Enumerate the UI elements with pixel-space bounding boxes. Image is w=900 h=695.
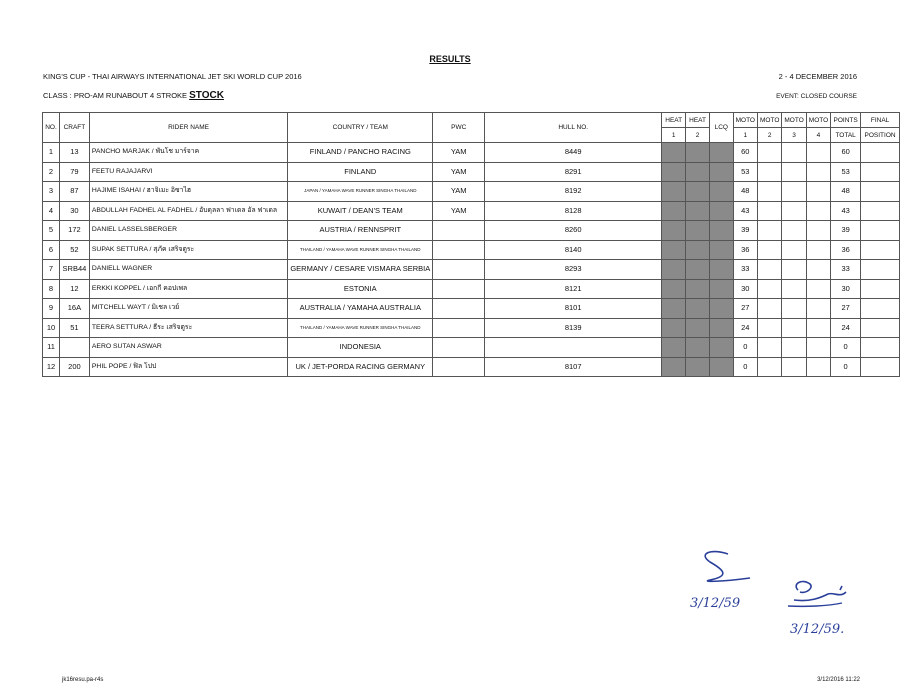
row-pwc [433,318,485,338]
signature-date-1: 3/12/59 [690,596,741,611]
row-total: 33 [831,260,861,280]
row-moto-2 [758,260,782,280]
table-row [43,221,900,241]
col-craft: CRAFT [59,113,89,143]
col-moto-3: MOTO [782,113,806,128]
row-lcq [709,182,733,202]
row-no: 5 [43,221,60,241]
row-moto-1: 48 [733,182,757,202]
row-no: 4 [43,201,60,221]
row-lcq [709,201,733,221]
row-moto-4 [806,318,830,338]
col-moto-1: MOTO [733,113,757,128]
row-moto-2 [758,182,782,202]
row-moto-3 [782,182,806,202]
row-moto-2 [758,279,782,299]
row-rider: ABDULLAH FADHEL AL FADHEL / อับดุลลา ฟาเดล อัล ฟาเดล [89,201,287,221]
row-moto-3 [782,240,806,260]
row-country: THAILAND / YAMAHA WAVE RUNNER SINGHA THAILAND [288,318,433,338]
row-heat-1 [662,260,686,280]
table-row [43,260,900,280]
row-lcq [709,299,733,319]
row-heat-2 [686,201,710,221]
row-heat-2 [686,221,710,241]
signature-2 [794,582,846,601]
row-moto-1: 39 [733,221,757,241]
row-final-position [861,201,900,221]
event-name: KING'S CUP - THAI AIRWAYS INTERNATIONAL JET SKI WORLD CUP 2016 [43,72,302,81]
row-hull: 8128 [485,201,662,221]
row-lcq [709,357,733,377]
row-heat-2 [686,338,710,358]
row-moto-1: 36 [733,240,757,260]
col-lcq: LCQ [709,113,733,143]
row-craft: 51 [59,318,89,338]
row-moto-3 [782,143,806,163]
row-hull: 8101 [485,299,662,319]
row-heat-2 [686,279,710,299]
row-hull: 8192 [485,182,662,202]
row-craft: SRB44 [59,260,89,280]
row-moto-4 [806,357,830,377]
row-heat-2 [686,162,710,182]
row-lcq [709,260,733,280]
row-moto-1: 33 [733,260,757,280]
signature-2-underline [788,603,842,606]
page-title: RESULTS [429,54,471,64]
row-pwc: YAM [433,201,485,221]
row-hull: 8121 [485,279,662,299]
row-lcq [709,338,733,358]
col-moto-2: MOTO [758,113,782,128]
row-craft: 87 [59,182,89,202]
row-total: 24 [831,318,861,338]
col-moto-4-num: 4 [806,128,830,143]
row-heat-2 [686,260,710,280]
results-table [42,112,900,377]
row-rider: MITCHELL WAYT / มิเชล เวย์ [89,299,287,319]
row-craft: 52 [59,240,89,260]
table-row [43,143,900,163]
col-moto-4: MOTO [806,113,830,128]
table-row [43,201,900,221]
table-row [43,299,900,319]
row-no: 7 [43,260,60,280]
row-moto-1: 60 [733,143,757,163]
row-hull: 8260 [485,221,662,241]
row-moto-2 [758,162,782,182]
row-hull: 8291 [485,162,662,182]
row-moto-3 [782,318,806,338]
row-country: AUSTRALIA / YAMAHA AUSTRALIA [288,299,433,319]
row-total: 39 [831,221,861,241]
row-rider: TEERA SETTURA / ธีระ เสริจตูระ [89,318,287,338]
row-craft: 16A [59,299,89,319]
row-moto-2 [758,318,782,338]
col-no: NO. [43,113,60,143]
row-no: 12 [43,357,60,377]
row-final-position [861,221,900,241]
row-craft: 79 [59,162,89,182]
row-pwc [433,240,485,260]
event-type: EVENT: CLOSED COURSE [776,93,857,100]
row-final-position [861,357,900,377]
row-total: 36 [831,240,861,260]
row-final-position [861,279,900,299]
row-pwc: YAM [433,162,485,182]
row-moto-3 [782,201,806,221]
row-moto-4 [806,279,830,299]
table-row [43,318,900,338]
row-lcq [709,240,733,260]
table-row [43,338,900,358]
row-heat-1 [662,357,686,377]
table-row [43,279,900,299]
row-moto-4 [806,162,830,182]
col-moto-2-num: 2 [758,128,782,143]
row-craft: 30 [59,201,89,221]
row-pwc [433,357,485,377]
row-heat-1 [662,279,686,299]
row-moto-3 [782,221,806,241]
row-moto-2 [758,201,782,221]
row-lcq [709,162,733,182]
row-total: 60 [831,143,861,163]
row-moto-3 [782,162,806,182]
row-moto-2 [758,143,782,163]
row-heat-1 [662,162,686,182]
row-moto-1: 27 [733,299,757,319]
row-moto-2 [758,299,782,319]
row-heat-1 [662,318,686,338]
row-no: 9 [43,299,60,319]
row-heat-1 [662,201,686,221]
col-total: TOTAL [831,128,861,143]
row-no: 6 [43,240,60,260]
row-pwc [433,338,485,358]
table-row [43,162,900,182]
row-total: 43 [831,201,861,221]
row-moto-4 [806,143,830,163]
row-moto-2 [758,338,782,358]
row-moto-1: 53 [733,162,757,182]
row-no: 3 [43,182,60,202]
table-row [43,357,900,377]
footer-filename: jk16resu.pa-r4s [62,677,104,683]
row-heat-2 [686,357,710,377]
row-moto-4 [806,338,830,358]
col-heat-1-num: 1 [662,128,686,143]
event-date: 2 - 4 DECEMBER 2016 [778,72,857,81]
row-rider: FEETU RAJAJARVI [89,162,287,182]
row-moto-4 [806,240,830,260]
row-craft: 172 [59,221,89,241]
row-lcq [709,318,733,338]
row-pwc [433,221,485,241]
row-pwc [433,279,485,299]
results-body [43,143,900,377]
row-heat-1 [662,182,686,202]
row-rider: ERKKI KOPPEL / เอกกี คอปเพล [89,279,287,299]
row-hull: 8449 [485,143,662,163]
row-heat-2 [686,240,710,260]
row-no: 1 [43,143,60,163]
signature-1 [705,552,750,582]
row-hull: 8107 [485,357,662,377]
row-country: UK / JET-PORDA RACING GERMANY [288,357,433,377]
signature-date-2: 3/12/59. [790,622,845,637]
row-no: 8 [43,279,60,299]
row-rider: PHIL POPE / ฟิล โปป [89,357,287,377]
row-country: AUSTRIA / RENNSPRIT [288,221,433,241]
row-moto-3 [782,279,806,299]
table-row [43,240,900,260]
row-moto-3 [782,260,806,280]
row-hull: 8293 [485,260,662,280]
row-heat-1 [662,221,686,241]
row-pwc: YAM [433,143,485,163]
row-heat-1 [662,240,686,260]
row-total: 48 [831,182,861,202]
col-hull: HULL NO. [485,113,662,143]
row-hull: 8139 [485,318,662,338]
row-moto-3 [782,338,806,358]
class-highlight: STOCK [189,90,224,101]
row-heat-1 [662,299,686,319]
row-moto-3 [782,357,806,377]
row-heat-2 [686,143,710,163]
row-moto-4 [806,201,830,221]
table-row [43,182,900,202]
row-heat-2 [686,182,710,202]
row-moto-2 [758,357,782,377]
row-country: INDONESIA [288,338,433,358]
row-total: 53 [831,162,861,182]
col-heat-1: HEAT [662,113,686,128]
row-heat-2 [686,299,710,319]
col-pwc: PWC [433,113,485,143]
row-pwc [433,299,485,319]
row-final-position [861,299,900,319]
col-moto-3-num: 3 [782,128,806,143]
col-country: COUNTRY / TEAM [288,113,433,143]
row-moto-4 [806,299,830,319]
col-final: FINAL [861,113,900,128]
row-lcq [709,279,733,299]
row-craft: 200 [59,357,89,377]
class-line [43,90,224,101]
row-total: 0 [831,357,861,377]
row-moto-1: 0 [733,338,757,358]
row-heat-1 [662,338,686,358]
row-country: ESTONIA [288,279,433,299]
row-final-position [861,318,900,338]
row-moto-1: 43 [733,201,757,221]
row-lcq [709,143,733,163]
row-rider: HAJIME ISAHAI / ฮาจิเมะ อิซาไฮ [89,182,287,202]
col-moto-1-num: 1 [733,128,757,143]
row-moto-1: 0 [733,357,757,377]
row-country: THAILAND / YAMAHA WAVE RUNNER SINGHA THAILAND [288,240,433,260]
row-final-position [861,260,900,280]
row-no: 11 [43,338,60,358]
row-country: JAPAN / YAMAHA WAVE RUNNER SINGHA THAILAND [288,182,433,202]
row-moto-2 [758,221,782,241]
row-craft: 12 [59,279,89,299]
col-heat-2: HEAT [686,113,710,128]
row-country: GERMANY / CESARE VISMARA SERBIA [288,260,433,280]
col-heat-2-num: 2 [686,128,710,143]
col-position: POSITION [861,128,900,143]
row-hull [485,338,662,358]
row-country: FINLAND [288,162,433,182]
row-final-position [861,338,900,358]
row-rider: DANIELL WAGNER [89,260,287,280]
row-moto-1: 30 [733,279,757,299]
row-no: 10 [43,318,60,338]
row-no: 2 [43,162,60,182]
row-rider: AERO SUTAN ASWAR [89,338,287,358]
col-points: POINTS [831,113,861,128]
row-craft: 13 [59,143,89,163]
header-row-1 [43,113,900,128]
row-final-position [861,182,900,202]
row-heat-1 [662,143,686,163]
row-final-position [861,143,900,163]
row-final-position [861,240,900,260]
row-craft [59,338,89,358]
row-heat-2 [686,318,710,338]
row-hull: 8140 [485,240,662,260]
row-country: FINLAND / PANCHO RACING [288,143,433,163]
row-total: 0 [831,338,861,358]
row-lcq [709,221,733,241]
row-moto-4 [806,221,830,241]
row-rider: PANCHO MARJAK / พันโช มาร์จาค [89,143,287,163]
row-rider: DANIEL LASSELSBERGER [89,221,287,241]
row-total: 27 [831,299,861,319]
row-moto-4 [806,260,830,280]
row-total: 30 [831,279,861,299]
row-moto-4 [806,182,830,202]
row-moto-1: 24 [733,318,757,338]
class-prefix: CLASS : PRO-AM RUNABOUT 4 STROKE [43,91,190,100]
footer-timestamp: 3/12/2016 11:22 [817,677,860,683]
row-moto-2 [758,240,782,260]
row-pwc: YAM [433,182,485,202]
row-pwc [433,260,485,280]
row-moto-3 [782,299,806,319]
row-rider: SUPAK SETTURA / สุภัค เสริจตูระ [89,240,287,260]
col-rider: RIDER NAME [89,113,287,143]
row-final-position [861,162,900,182]
row-country: KUWAIT / DEAN'S TEAM [288,201,433,221]
